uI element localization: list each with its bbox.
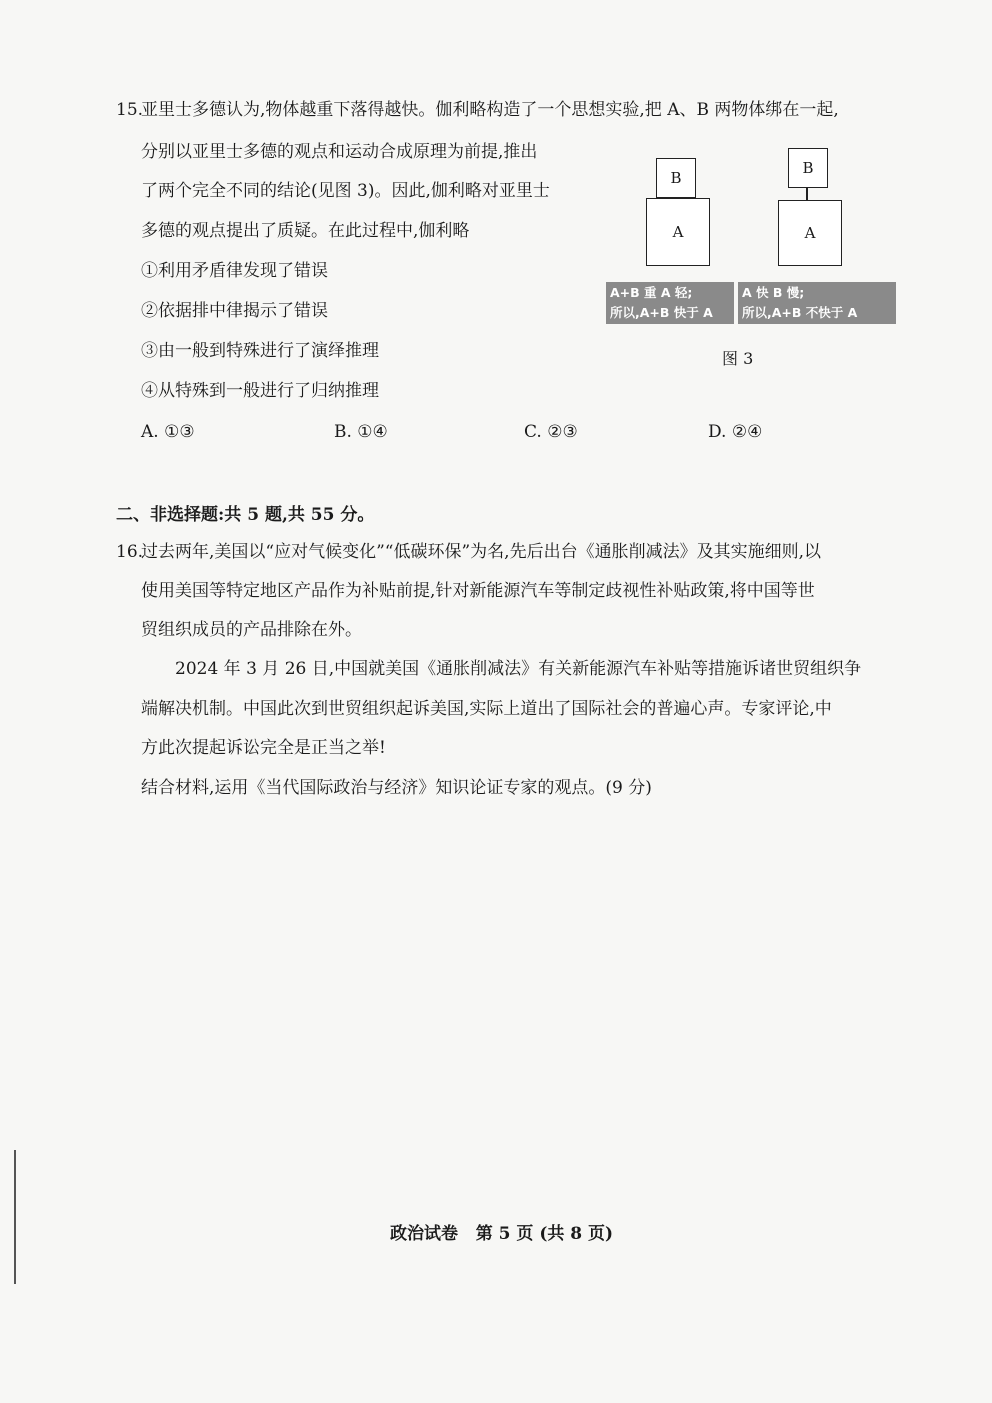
q15-item-3: ③由一般到特殊进行了演绎推理 [141, 341, 379, 361]
q15-option-c: C. ②③ [524, 422, 578, 442]
section-2-heading: 二、非选择题:共 5 题,共 55 分。 [116, 505, 375, 525]
q15-stem-line-1: 亚里士多德认为,物体越重下落得越快。伽利略构造了一个思想实验,把 A、B 两物体绑在一起, [141, 100, 839, 120]
q15-item-1: ①利用矛盾律发现了错误 [141, 261, 328, 281]
q15-option-b: B. ①④ [334, 422, 388, 442]
right-box-a: A [778, 200, 842, 266]
q16-para1-line-1: 过去两年,美国以“应对气候变化”“低碳环保”为名,先后出台《通胀削减法》及其实施细则,以 [141, 542, 821, 562]
binding-edge-line [14, 1150, 16, 1284]
left-box-a: A [646, 198, 710, 266]
q15-item-2: ②依据排中律揭示了错误 [141, 301, 328, 321]
q15-option-d: D. ②④ [708, 422, 763, 442]
q15-item-4: ④从特殊到一般进行了归纳推理 [141, 381, 379, 401]
q15-stem-line-3: 了两个完全不同的结论(见图 3)。因此,伽利略对亚里士 [141, 181, 550, 201]
figure-label: 图 3 [722, 349, 754, 368]
q15-number: 15. [116, 100, 144, 120]
q16-task: 结合材料,运用《当代国际政治与经济》知识论证专家的观点。(9 分) [141, 778, 652, 798]
rope-connector [806, 188, 808, 200]
q16-para2-line-2: 端解决机制。中国此次到世贸组织起诉美国,实际上道出了国际社会的普遍心声。专家评论,中 [141, 699, 832, 719]
q16-para2-line-3: 方此次提起诉讼完全是正当之举! [141, 738, 386, 758]
left-caption: A+B 重 A 轻; 所以,A+B 快于 A [606, 282, 734, 324]
q16-para2-line-1: 2024 年 3 月 26 日,中国就美国《通胀削减法》有关新能源汽车补贴等措施诉诸世贸组织争 [175, 659, 862, 679]
figure-3 [606, 148, 898, 378]
right-caption: A 快 B 慢; 所以,A+B 不快于 A [738, 282, 896, 324]
right-box-b: B [788, 148, 828, 188]
q15-stem-line-4: 多德的观点提出了质疑。在此过程中,伽利略 [141, 221, 470, 241]
q15-stem-line-2: 分别以亚里士多德的观点和运动合成原理为前提,推出 [141, 142, 538, 162]
left-box-b: B [656, 158, 696, 198]
q16-para1-line-2: 使用美国等特定地区产品作为补贴前提,针对新能源汽车等制定歧视性补贴政策,将中国等世 [141, 581, 815, 601]
page-footer: 政治试卷 第 5 页 (共 8 页) [390, 1224, 614, 1244]
q16-para1-line-3: 贸组织成员的产品排除在外。 [141, 620, 362, 640]
q16-number: 16. [116, 542, 144, 562]
q15-option-a: A. ①③ [141, 422, 195, 442]
